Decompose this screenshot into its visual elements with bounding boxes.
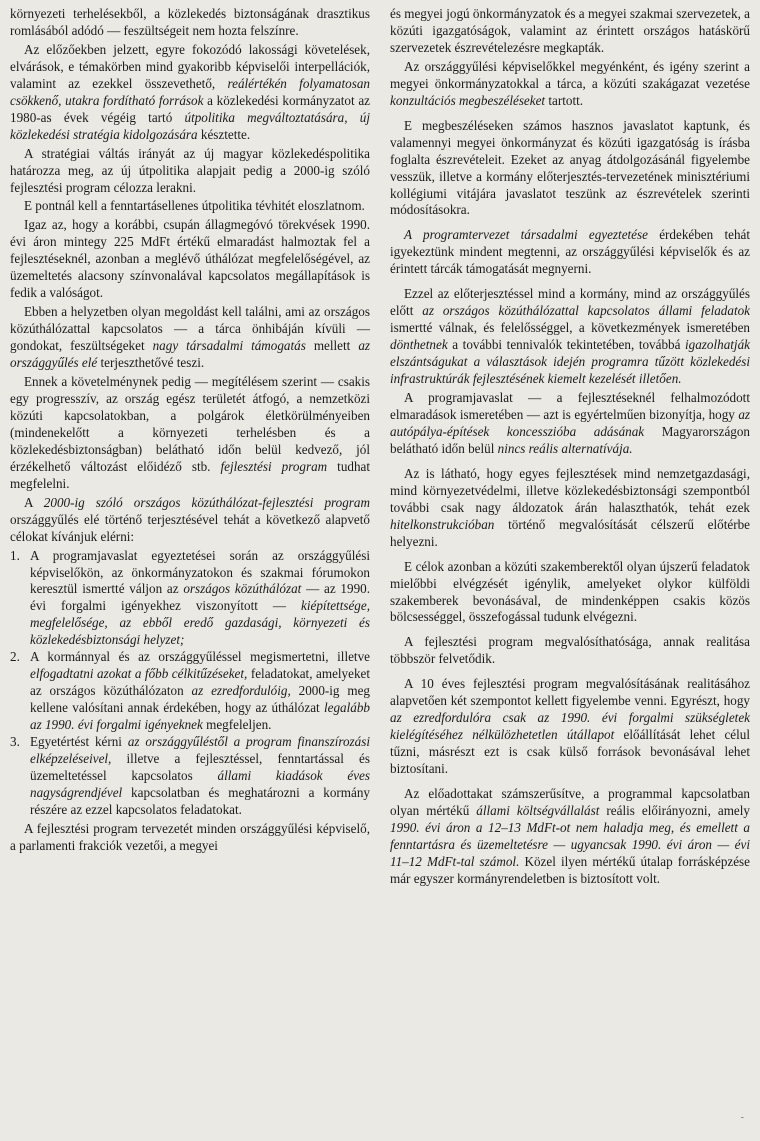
text-run: Egyetértést kérni bbox=[30, 734, 128, 750]
text-run: Az előzőekben jelzett, egyre fokozódó lakossági követelések, elvárások, e témakörben mind gyakoribb képviselői interpellációk, valamint az ezekkel összevethető, bbox=[10, 41, 370, 91]
text-run: A 10 éves fejlesztési program megvalósításának realitásához alapvetően két szempontot kellett figyelembe venni. Egyrészt, hogy bbox=[390, 676, 750, 709]
text-run: A fejlesztési program megvalósíthatósága, annak realitása többször felvetődik. bbox=[390, 634, 750, 667]
text-run: érdekében tehát igyekeztünk mindent megtenni, az országgyűlési képviselők és az érintett tárcák támogatását megnyerni. bbox=[390, 227, 750, 277]
paragraph bbox=[390, 227, 750, 278]
text-run: országgyűlés elé történő terjesztésével tehát a következő alapvető célokat kívánjuk elérni: bbox=[10, 511, 370, 544]
paragraph bbox=[390, 634, 750, 668]
text-run: A kormánnyal és az országgyűléssel megismertetni, illetve bbox=[30, 649, 370, 665]
paragraph bbox=[10, 495, 370, 546]
emphasis-text: igazolhatják elszántságukat a választások idején programra tűzött közlekedési infrastruktúrák fejlesztésének kiemelt kezelését illetően. bbox=[390, 337, 750, 387]
text-run: előállítását lehet célul tűzni, másrészt ezt is csak külső források bevonásával lehet biztosítani. bbox=[390, 727, 750, 777]
text-run: A stratégiai váltás irányát az új magyar közlekedéspolitika határozza meg, az új útpolitika alapjait pedig a 2000-ig szóló fejlesztési program célozza lerakni. bbox=[10, 145, 370, 195]
text-run: Az is látható, hogy egyes fejlesztések mind nemzetgazdasági, mind környezetvédelmi, illetve közlekedésbiztonsági szempontból további csak nagy áldozatok árán halaszthatók, tehát ezek bbox=[390, 465, 750, 515]
emphasis-text: az ezredfordulóra csak az 1990. évi forgalmi szükségletek kielégítéséhez nélkülözhetetlen útállapot bbox=[390, 710, 750, 743]
list-text bbox=[30, 734, 370, 819]
paragraph bbox=[390, 559, 750, 627]
list-number: 2. bbox=[10, 649, 20, 665]
text-run: Ezzel az előterjesztéssel mind a kormány, mind az országgyűlés előtt bbox=[390, 286, 750, 319]
paragraph bbox=[10, 821, 370, 855]
emphasis-text: az autópálya-építések koncesszióba adásának bbox=[390, 406, 750, 439]
emphasis-text: az országgyűléstől a program finanszírozási elképzeléseivel, bbox=[30, 734, 370, 766]
emphasis-text: nagy társadalmi támogatás bbox=[152, 338, 306, 354]
list-text bbox=[30, 649, 370, 734]
right-column bbox=[390, 6, 750, 890]
text-run: A bbox=[24, 494, 44, 510]
paragraph bbox=[390, 59, 750, 110]
emphasis-text: legalább az 1990. évi forgalmi igényeknek bbox=[30, 700, 370, 733]
text-run: tartott. bbox=[545, 92, 584, 108]
emphasis-text: állami költségvállalást bbox=[476, 802, 600, 818]
text-run: környezeti terhelésekből, a közlekedés biztonságának drasztikus romlásából adódó — feszültségeit nem hozta felszínre. bbox=[10, 6, 370, 38]
text-run: ismertté válnak, és felelősséggel, a következmények ismeretében bbox=[390, 320, 750, 336]
emphasis-text: nincs reális alternatívája. bbox=[497, 440, 633, 456]
text-run: terjeszthetővé teszi. bbox=[97, 355, 205, 371]
emphasis-text: 2000-ig szóló országos közúthálózat-fejlesztési program bbox=[43, 494, 370, 510]
text-run: mellett bbox=[305, 338, 359, 354]
paragraph bbox=[10, 6, 370, 40]
text-run: E pontnál kell a fenntartásellenes útpolitika tévhitét eloszlatnom. bbox=[24, 198, 365, 214]
text-run: A programjavaslat egyeztetései során az országgyűlési képviselőkön, az önkormányzatokon és szakmai fórumokon keresztül ismertté váljon az bbox=[30, 547, 370, 597]
paragraph bbox=[390, 466, 750, 551]
text-run: illetve a fejlesztéssel, fenntartással és üzemeltetéssel kapcsolatos bbox=[30, 750, 370, 783]
text-run: megfeleljen. bbox=[202, 717, 272, 733]
emphasis-text: hitelkonstrukcióban bbox=[390, 516, 495, 532]
text-run: E célok azonban a közúti szakemberektől olyan újszerű feladatok mielőbbi elvégzését igénylik, amelyeket olykor külföldi szakemberek bevonásával, de mindenképpen csakis közös bölcsességgel, összefogással tudunk elvégezni. bbox=[390, 558, 750, 625]
emphasis-text: elfogadtatni azokat a főbb célkitűzéseket, bbox=[30, 666, 248, 682]
emphasis-text: A programtervezet társadalmi egyeztetése bbox=[404, 227, 648, 243]
text-run: tudhat megfelelni. bbox=[10, 458, 371, 491]
left-column bbox=[10, 6, 370, 890]
paragraph bbox=[10, 374, 370, 493]
text-run: a további tennivalók tekintetében, továbbá bbox=[447, 337, 686, 353]
text-run: feladatokat, amelyeket az országos közúthálózaton bbox=[30, 666, 371, 699]
list-item bbox=[10, 548, 370, 650]
text-run: és megyei jogú önkormányzatok és a megyei szakmai szervezetek, a közúti igazgatóságok, valamint az érintett országos hatáskörű szervezetek észrevételezésre megkapták. bbox=[390, 6, 750, 55]
paragraph bbox=[10, 304, 370, 372]
goals-list bbox=[10, 548, 370, 819]
text-run: E megbeszéléseken számos hasznos javaslatot kaptunk, és valamennyi megyei önkormányzat és közúti igazgatóság is írásba foglalta észrevételeit. Ezeket az anyag átdolgozásánál figyelembe vesszük, illetve a kormány előterjesztés-tervezetének minisztériumi kollégiumi vitájára javaslatot teszünk az észrevételek szerinti módosításokra. bbox=[390, 117, 750, 218]
text-run: késztette. bbox=[197, 126, 251, 142]
list-number: 3. bbox=[10, 734, 20, 750]
list-item bbox=[10, 649, 370, 734]
list-item bbox=[10, 734, 370, 819]
emphasis-text: konzultációs megbeszéléseket bbox=[390, 92, 546, 108]
emphasis-text: állami kiadások éves nagyságrendjével bbox=[30, 767, 370, 800]
paragraph bbox=[390, 390, 750, 458]
page-mark: - bbox=[740, 1112, 744, 1123]
text-run: — az 1990. évi forgalmi igényekhez viszonyított — bbox=[30, 581, 370, 614]
emphasis-text: az országos közúthálózattal kapcsolatos állami feladatok bbox=[422, 303, 751, 319]
emphasis-text: országos közúthálózat bbox=[183, 581, 302, 597]
text-run: Igaz az, hogy a korábbi, csupán állagmegóvó törekvések 1990. évi áron mintegy 225 MdFt értékű elmaradást halmoztak fel a fejlesztéseknél, azonban a meglévő úthálózat megfelelőségével, az üzemeltetés alacsony színvonalával kapcsolatos megállapítások is fedik a valóságot. bbox=[10, 217, 370, 301]
text-run: Az országgyűlési képviselőkkel megyénként, és igény szerint a megyei önkormányzatokkal a tárca, a közúti szakágazat vezetése bbox=[390, 58, 750, 91]
text-run: Ennek a követelménynek pedig — megítélésem szerint — csakis egy progresszív, az ország egész területét átfogó, a nemzetközi közúti kapcsolatokban, a polgárok életkörülményeiben (mindenekelőtt a környezeti terhelésben és a közlekedésbiztonságban) belátható időn belül kedvező, jól érzékelhető változást előidéző stb. bbox=[10, 374, 370, 474]
text-run: történő megvalósítását célszerű előtérbe helyezni. bbox=[390, 516, 750, 549]
emphasis-text: fejlesztési program bbox=[220, 458, 328, 474]
emphasis-text: 1990. évi áron a 12–13 MdFt-ot nem haladja meg, és emellett a fenntartásra és üzemeltetésre — ugyancsak 1990. évi áron — évi 11–12 MdFt-tal számol. bbox=[390, 819, 750, 869]
paragraph bbox=[10, 217, 370, 302]
paragraph bbox=[390, 676, 750, 778]
list-text bbox=[30, 548, 370, 650]
text-run: reális előirányozni, amely bbox=[599, 802, 750, 818]
list-number: 1. bbox=[10, 547, 20, 563]
emphasis-text: dönthetnek bbox=[390, 337, 448, 353]
text-run: Közel ilyen mértékű útalap forrásképzése már egyszer kormányrendeletben is biztosított volt. bbox=[390, 853, 750, 886]
paragraph bbox=[10, 42, 370, 144]
emphasis-text: kiépítettsége, megfelelősége, az ebből eredő gazdasági, környezeti és közlekedésbiztonsági helyzet; bbox=[30, 598, 370, 648]
text-run: A programjavaslat — a fejlesztéseknél felhalmozódott elmaradások ismeretében — azt is egyértelműen bizonyítja, hogy bbox=[390, 390, 750, 422]
text-run: A fejlesztési program tervezetét minden országgyűlési képviselő, a parlamenti frakciók vezetői, a megyei bbox=[10, 820, 370, 853]
paragraph bbox=[390, 118, 750, 220]
emphasis-text: útpolitika megváltoztatására, új közlekedési stratégia kidolgozására bbox=[10, 109, 370, 142]
emphasis-text: reálértékén folyamatosan csökkenő, utakra fordítható források bbox=[10, 75, 370, 108]
text-run: Ebben a helyzetben olyan megoldást kell találni, ami az országos közúthálózattal kapcsolatos — a tárca önhibáján kívüli — gondokat, feszültségeket bbox=[10, 304, 370, 354]
text-run: Az előadottakat számszerűsítve, a programmal kapcsolatban olyan mértékű bbox=[390, 786, 750, 818]
paragraph bbox=[10, 198, 370, 215]
text-run: kapcsolatban és meghatározni a kormány részére az ezzel kapcsolatos feladatokat. bbox=[30, 784, 370, 817]
two-column-body bbox=[10, 6, 750, 890]
text-run: a közlekedési kormányzatot az 1980-as évek végéig tartó bbox=[10, 92, 370, 125]
paragraph bbox=[390, 6, 750, 57]
emphasis-text: az országgyűlés elé bbox=[10, 338, 370, 371]
paragraph bbox=[10, 146, 370, 197]
paragraph bbox=[390, 286, 750, 388]
text-run: Magyarországon belátható időn belül bbox=[390, 423, 751, 456]
text-run: 2000-ig meg kellene valósítani annak érdekében, hogy az úthálózat bbox=[30, 683, 370, 716]
paragraph bbox=[390, 786, 750, 888]
emphasis-text: az ezredfordulóig, bbox=[191, 683, 291, 699]
